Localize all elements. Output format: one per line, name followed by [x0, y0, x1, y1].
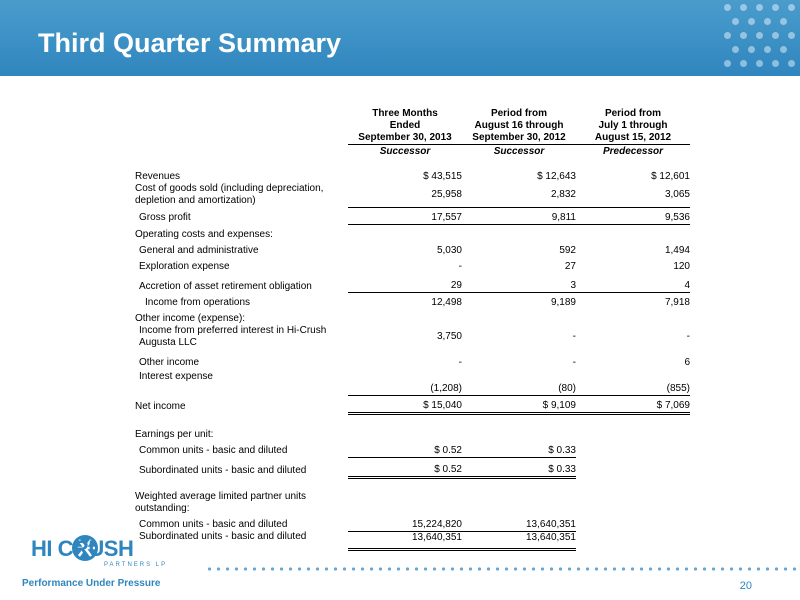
logo-subtitle: PARTNERS LP	[104, 562, 168, 568]
column-header-2012-successor: Period from August 16 through September 30, 2012	[472, 108, 566, 143]
table-row-other-header: Other income (expense):	[135, 313, 246, 324]
table-row-wa-common: Common units - basic and diluted 15,224,820 13,640,351	[133, 515, 690, 532]
table-row-income-ops: Income from operations 12,498 9,189 7,918	[145, 297, 690, 308]
column-header-q3-2013: Three Months Ended September 30, 2013	[358, 108, 452, 143]
table-row-eps-subordinated: Subordinated units - basic and diluted $ 0.52 $ 0.33	[133, 457, 690, 477]
table-row-revenues: Revenues $ 43,515 $ 12,643 $ 12,601	[135, 171, 690, 182]
period-label: Predecessor	[576, 145, 690, 158]
table-row-wa-header: Weighted average limited partner units outstanding:	[135, 490, 307, 514]
logo-tagline: Performance Under Pressure	[22, 578, 161, 589]
logo-name: HI CRUSH	[31, 536, 134, 561]
hi-crush-logo	[22, 530, 182, 592]
footer-dotted-line	[205, 567, 800, 571]
table-row-cogs: Cost of goods sold (including depreciation, depletion and amortization) 25,958 2,832 3,065	[135, 183, 690, 206]
table-row-eps-common: Common units - basic and diluted $ 0.52 $ 0.33	[139, 444, 576, 456]
table-row-ga: General and administrative 5,030 592 1,494	[139, 244, 690, 256]
period-label: Successor	[348, 145, 462, 158]
table-row-opex-header: Operating costs and expenses:	[135, 228, 273, 240]
financial-summary-table	[133, 108, 690, 551]
page-number: 20	[739, 580, 752, 592]
table-row-exploration: Exploration expense - 27 120	[139, 260, 690, 272]
table-row-net-income: Net income $ 15,040 $ 9,109 $ 7,069	[133, 395, 690, 413]
table-row-eps-header: Earnings per unit:	[135, 428, 214, 440]
period-label: Successor	[462, 145, 576, 158]
table-row-accretion: Accretion of asset retirement obligation 29 3 4	[133, 273, 690, 293]
table-row-preferred: Income from preferred interest in Hi-Crush Augusta LLC 3,750 - -	[139, 325, 690, 348]
page-title: Third Quarter Summary	[38, 28, 342, 58]
decorative-dots	[720, 0, 800, 76]
table-row-wa-subordinated: Subordinated units - basic and diluted 13,640,351 13,640,351	[133, 531, 690, 549]
table-row-gross-profit: Gross profit 17,557 9,811 9,536	[133, 207, 690, 224]
column-header-2012-predecessor: Period from July 1 through August 15, 2012	[594, 108, 672, 143]
table-row-interest: Interest expense (1,208) (80) (855)	[139, 371, 690, 394]
table-row-other-income: Other income - - 6	[139, 357, 690, 368]
header-banner	[0, 0, 800, 76]
